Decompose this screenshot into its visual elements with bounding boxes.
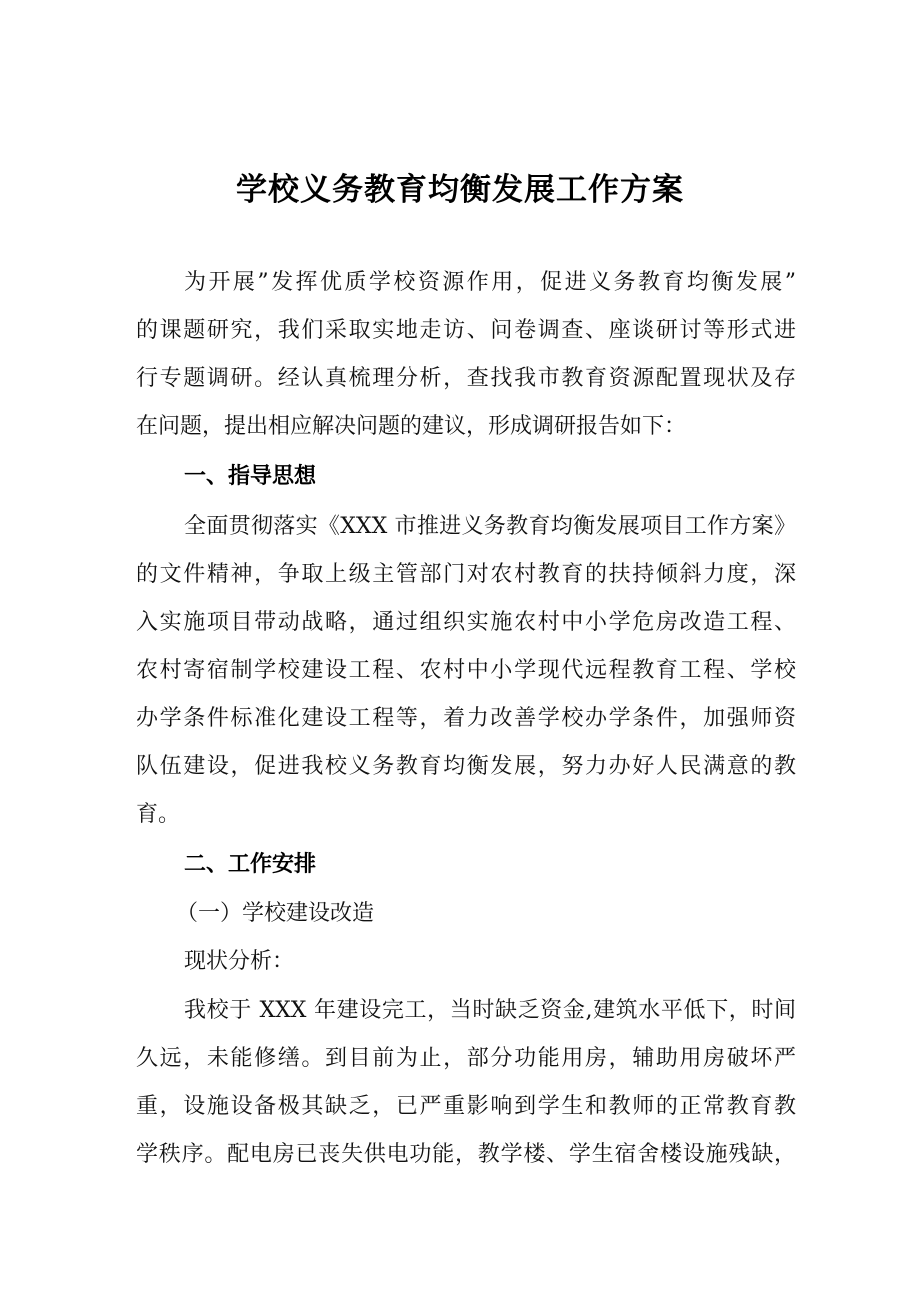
section1-line-4: 农村寄宿制学校建设工程、农村中小学现代远程教育工程、学校 [136, 658, 796, 683]
section1-line-5: 办学条件标准化建设工程等，着力改善学校办学条件，加强师资 [136, 706, 796, 731]
intro-line-4: 在问题，提出相应解决问题的建议，形成调研报告如下： [136, 414, 687, 439]
status-analysis-label: 现状分析： [184, 949, 295, 974]
section2-line-4: 学秩序。配电房已丧失供电功能，教学楼、学生宿舍楼设施残缺， [136, 1142, 796, 1167]
section1-line-7: 育。 [136, 802, 181, 827]
document-title: 学校义务教育均衡发展工作方案 [236, 172, 684, 208]
section2-line-3: 重，设施设备极其缺乏，已严重影响到学生和教师的正常教育教 [136, 1094, 796, 1119]
section1-line-3: 入实施项目带动战略，通过组织实施农村中小学危房改造工程、 [136, 610, 796, 635]
intro-line-3: 行专题调研。经认真梳理分析，查找我市教育资源配置现状及存 [136, 366, 796, 391]
section1-line-1: 全面贯彻落实《XXX 市推进义务教育均衡发展项目工作方案》 [184, 514, 796, 539]
section2-line-1: 我校于 XXX 年建设完工，当时缺乏资金,建筑水平低下，时间 [184, 998, 796, 1023]
section-heading-work-arrangement: 二、工作安排 [184, 852, 317, 877]
intro-line-2: 的课题研究，我们采取实地走访、问卷调查、座谈研讨等形式进 [136, 318, 796, 343]
section1-line-6: 队伍建设，促进我校义务教育均衡发展，努力办好人民满意的教 [136, 754, 796, 779]
section-heading-guiding-ideology: 一、指导思想 [184, 464, 317, 489]
intro-line-1: 为开展”发挥优质学校资源作用，促进义务教育均衡发展” [184, 270, 796, 295]
subsection-heading-school-construction: （一）学校建设改造 [176, 901, 375, 926]
section2-line-2: 久远，未能修缮。到目前为止，部分功能用房，辅助用房破坏严 [136, 1046, 796, 1071]
section1-line-2: 的文件精神，争取上级主管部门对农村教育的扶持倾斜力度，深 [136, 562, 796, 587]
